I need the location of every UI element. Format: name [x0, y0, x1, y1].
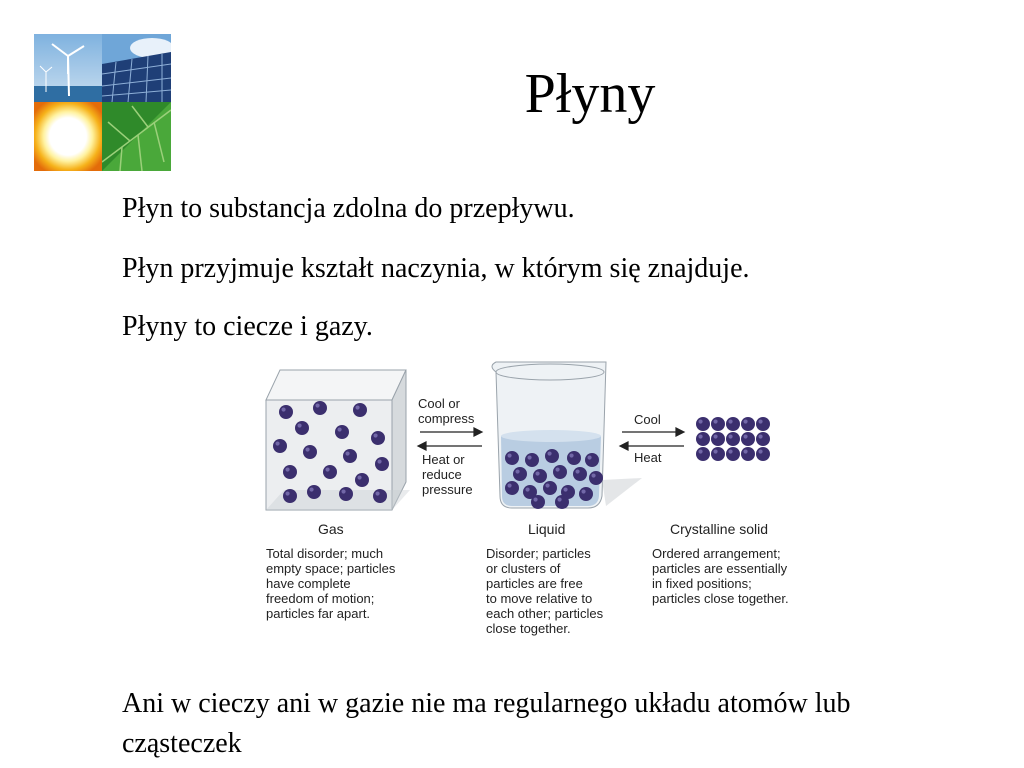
paragraph-fluid-definition: Płyn to substancja zdolna do przepływu.: [122, 193, 575, 224]
cool-or-compress-label: Cool or compress: [418, 396, 475, 426]
liquid-particle-highlight: [563, 487, 567, 491]
energy-logo: [34, 34, 171, 171]
solid-particle: [726, 432, 740, 446]
slide-title: Płyny: [524, 63, 656, 125]
gas-particle: [353, 403, 367, 417]
gas-particle: [279, 405, 293, 419]
liquid-particle: [553, 465, 567, 479]
solid-particle: [741, 432, 755, 446]
solar-panel-icon: [102, 34, 171, 102]
gas-particle: [373, 489, 387, 503]
liquid-particle-highlight: [557, 497, 561, 501]
gas-particle: [335, 425, 349, 439]
liquid-particle-highlight: [587, 455, 591, 459]
gas-particle-highlight: [285, 491, 289, 495]
state-name-solid: Crystalline solid: [670, 521, 769, 537]
solid-particle: [696, 417, 710, 431]
liquid-particle-highlight: [591, 473, 595, 477]
solid-particles: [696, 417, 770, 461]
cool-label: Cool: [634, 412, 661, 427]
liquid-particle-highlight: [507, 483, 511, 487]
gas-particle-highlight: [305, 447, 309, 451]
wind-turbine-icon: [34, 34, 102, 102]
gas-particle-highlight: [297, 423, 301, 427]
gas-particle: [283, 489, 297, 503]
gas-particle: [283, 465, 297, 479]
solid-particle: [696, 432, 710, 446]
solid-particle-highlight: [743, 434, 747, 438]
liquid-particle-highlight: [547, 451, 551, 455]
solid-particle-highlight: [713, 419, 717, 423]
solid-particle-highlight: [728, 449, 732, 453]
gas-particle: [313, 401, 327, 415]
gas-particle-highlight: [275, 441, 279, 445]
liquid-particle-highlight: [545, 483, 549, 487]
solid-particle-highlight: [713, 449, 717, 453]
solid-particle-highlight: [758, 449, 762, 453]
gas-particle: [371, 431, 385, 445]
liquid-particle: [567, 451, 581, 465]
solid-particle: [756, 447, 770, 461]
gas-box: [266, 370, 410, 510]
gas-particle: [295, 421, 309, 435]
liquid-particle-highlight: [507, 453, 511, 457]
gas-particle-highlight: [315, 403, 319, 407]
heat-label: Heat: [634, 450, 662, 465]
liquid-particle-highlight: [527, 455, 531, 459]
solid-particle-highlight: [698, 434, 702, 438]
liquid-particle: [505, 481, 519, 495]
gas-particle: [339, 487, 353, 501]
description-gas: Total disorder; much empty space; particles have complete freedom of motion; particles far apart.: [266, 546, 396, 621]
gas-particle-highlight: [341, 489, 345, 493]
liquid-particle-highlight: [535, 471, 539, 475]
gas-particle-highlight: [337, 427, 341, 431]
description-solid: Ordered arrangement; particles are essentially in fixed positions; particles close together.: [652, 546, 789, 606]
solid-particle-highlight: [743, 419, 747, 423]
gas-particle: [323, 465, 337, 479]
liquid-particle: [505, 451, 519, 465]
liquid-particle-highlight: [555, 467, 559, 471]
gas-particle-highlight: [355, 405, 359, 409]
gas-particle-highlight: [281, 407, 285, 411]
gas-particle-highlight: [375, 491, 379, 495]
gas-particle-highlight: [373, 433, 377, 437]
liquid-particle-highlight: [575, 469, 579, 473]
gas-particle-highlight: [345, 451, 349, 455]
liquid-particle: [555, 495, 569, 509]
paragraph-fluid-shape: Płyn przyjmuje kształt naczynia, w którym się znajduje.: [122, 253, 750, 284]
state-name-liquid: Liquid: [528, 521, 566, 537]
liquid-particle: [525, 453, 539, 467]
gas-particle: [303, 445, 317, 459]
solid-particle-highlight: [698, 449, 702, 453]
description-liquid: Disorder; particles or clusters of particles are free to move relative to each other; particles close together.: [486, 546, 604, 636]
leaf-icon: [102, 102, 171, 171]
liquid-particle: [533, 469, 547, 483]
sun-icon: [34, 102, 102, 171]
liquid-particle: [585, 453, 599, 467]
paragraph-conclusion: Ani w cieczy ani w gazie nie ma regularnego układu atomów lub cząsteczek: [122, 688, 851, 759]
gas-particle: [355, 473, 369, 487]
liquid-particle: [531, 495, 545, 509]
solid-particle: [756, 432, 770, 446]
liquid-particle: [579, 487, 593, 501]
solid-particle: [711, 432, 725, 446]
solid-particle-highlight: [728, 419, 732, 423]
states-of-matter-diagram: [250, 360, 830, 650]
gas-particle: [273, 439, 287, 453]
solid-particle-highlight: [728, 434, 732, 438]
solid-particle: [711, 447, 725, 461]
solid-particle-highlight: [743, 449, 747, 453]
gas-particle-highlight: [309, 487, 313, 491]
solid-particle: [696, 447, 710, 461]
gas-particle-highlight: [285, 467, 289, 471]
liquid-particle: [513, 467, 527, 481]
liquid-particle-highlight: [533, 497, 537, 501]
solid-particle: [741, 417, 755, 431]
solid-particle: [711, 417, 725, 431]
state-name-gas: Gas: [318, 521, 344, 537]
liquid-particle-highlight: [581, 489, 585, 493]
gas-particle: [375, 457, 389, 471]
liquid-particle-highlight: [515, 469, 519, 473]
solid-particle-highlight: [698, 419, 702, 423]
gas-particle: [343, 449, 357, 463]
solid-particle: [741, 447, 755, 461]
liquid-solid-arrows: [620, 428, 684, 450]
liquid-particle: [573, 467, 587, 481]
gas-particle: [307, 485, 321, 499]
gas-particle-highlight: [377, 459, 381, 463]
liquid-particle: [545, 449, 559, 463]
paragraph-fluid-types: Płyny to ciecze i gazy.: [122, 311, 373, 342]
gas-liquid-arrows: [418, 428, 482, 450]
solid-particle-highlight: [758, 434, 762, 438]
liquid-particle: [589, 471, 603, 485]
solid-particle: [726, 447, 740, 461]
solid-particle: [726, 417, 740, 431]
solid-particle-highlight: [758, 419, 762, 423]
gas-particle-highlight: [325, 467, 329, 471]
gas-particle-highlight: [357, 475, 361, 479]
solid-particle-highlight: [713, 434, 717, 438]
liquid-particle-highlight: [569, 453, 573, 457]
heat-or-reduce-pressure-label: Heat or reduce pressure: [422, 452, 473, 497]
liquid-particle-highlight: [525, 487, 529, 491]
solid-particle: [756, 417, 770, 431]
liquid-particle: [543, 481, 557, 495]
